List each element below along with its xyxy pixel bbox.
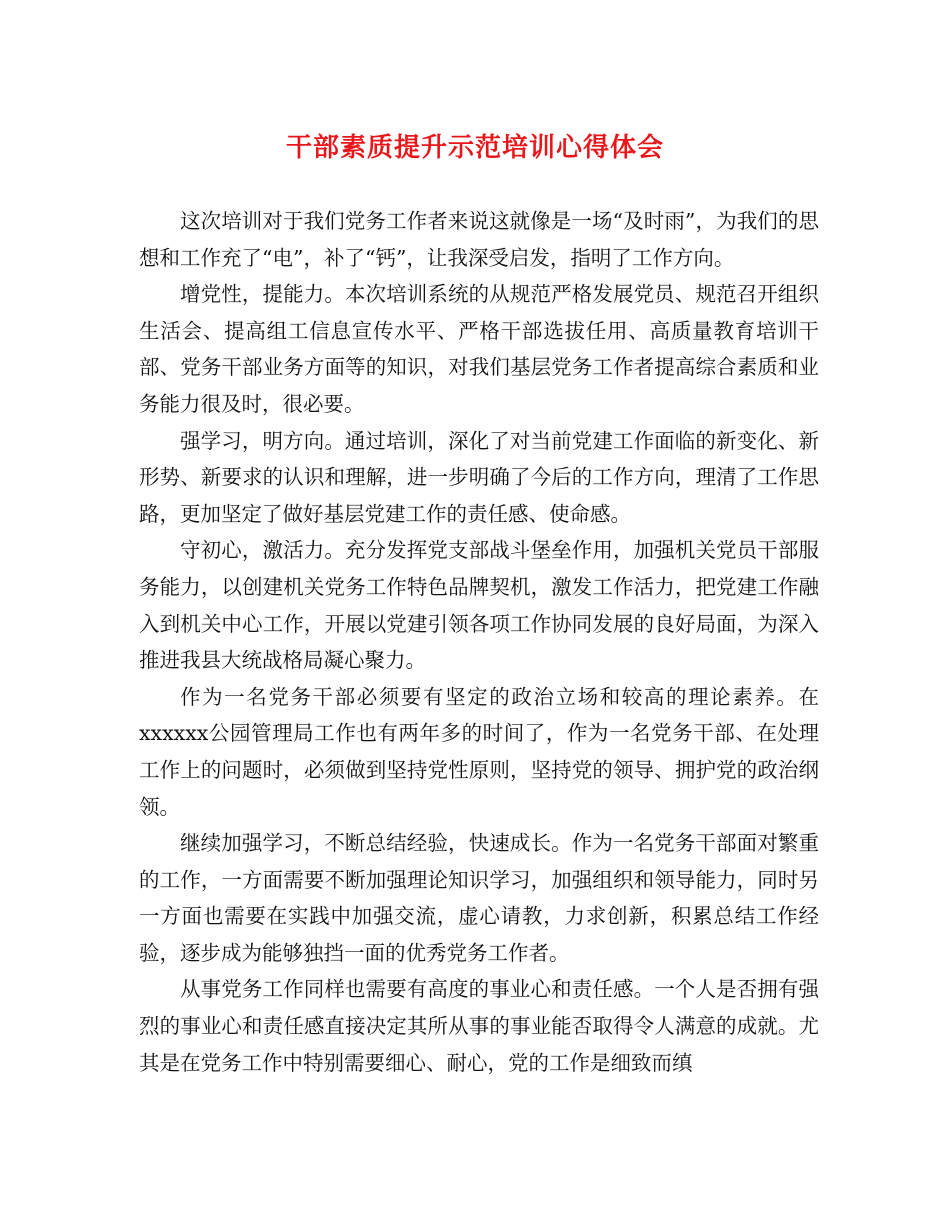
paragraph: 作为一名党务干部必须要有坚定的政治立场和较高的理论素养。在xxxxxx公园管理局工作也有两年多的时间了，作为一名党务干部、在处理工作上的问题时，必须做到坚持党性原则，坚持党的领导、拥护党的政治纲领。 xyxy=(139,684,819,819)
document-title: 干部素质提升示范培训心得体会 xyxy=(285,133,664,163)
document-body xyxy=(139,203,819,1081)
paragraph: 强学习，明方向。通过培训，深化了对当前党建工作面临的新变化、新形势、新要求的认识和理解，进一步明确了今后的工作方向，理清了工作思路，更加坚定了做好基层党建工作的责任感、使命感。 xyxy=(139,428,819,526)
paragraph: 继续加强学习，不断总结经验，快速成长。作为一名党务干部面对繁重的工作，一方面需要不断加强理论知识学习，加强组织和领导能力，同时另一方面也需要在实践中加强交流，虚心请教，力求创新，积累总结工作经验，逐步成为能够独挡一面的优秀党务工作者。 xyxy=(139,831,819,965)
paragraph: 从事党务工作同样也需要有高度的事业心和责任感。一个人是否拥有强烈的事业心和责任感直接决定其所从事的事业能否取得令人满意的成就。尤其是在党务工作中特别需要细心、耐心，党的工作是细致而缜 xyxy=(139,977,819,1075)
paragraph: 这次培训对于我们党务工作者来说这就像是一场“及时雨”，为我们的思想和工作充了“电”，补了“钙”，让我深受启发，指明了工作方向。 xyxy=(139,209,819,270)
paragraph: 守初心，激活力。充分发挥党支部战斗堡垒作用，加强机关党员干部服务能力，以创建机关党务工作特色品牌契机，激发工作活力，把党建工作融入到机关中心工作，开展以党建引领各项工作协同发展的良好局面，为深入推进我县大统战格局凝心聚力。 xyxy=(139,538,819,673)
paragraph: 增党性，提能力。本次培训系统的从规范严格发展党员、规范召开组织生活会、提高组工信息宣传水平、严格干部选拔任用、高质量教育培训干部、党务干部业务方面等的知识，对我们基层党务工作者提高综合素质和业务能力很及时，很必要。 xyxy=(139,282,819,416)
